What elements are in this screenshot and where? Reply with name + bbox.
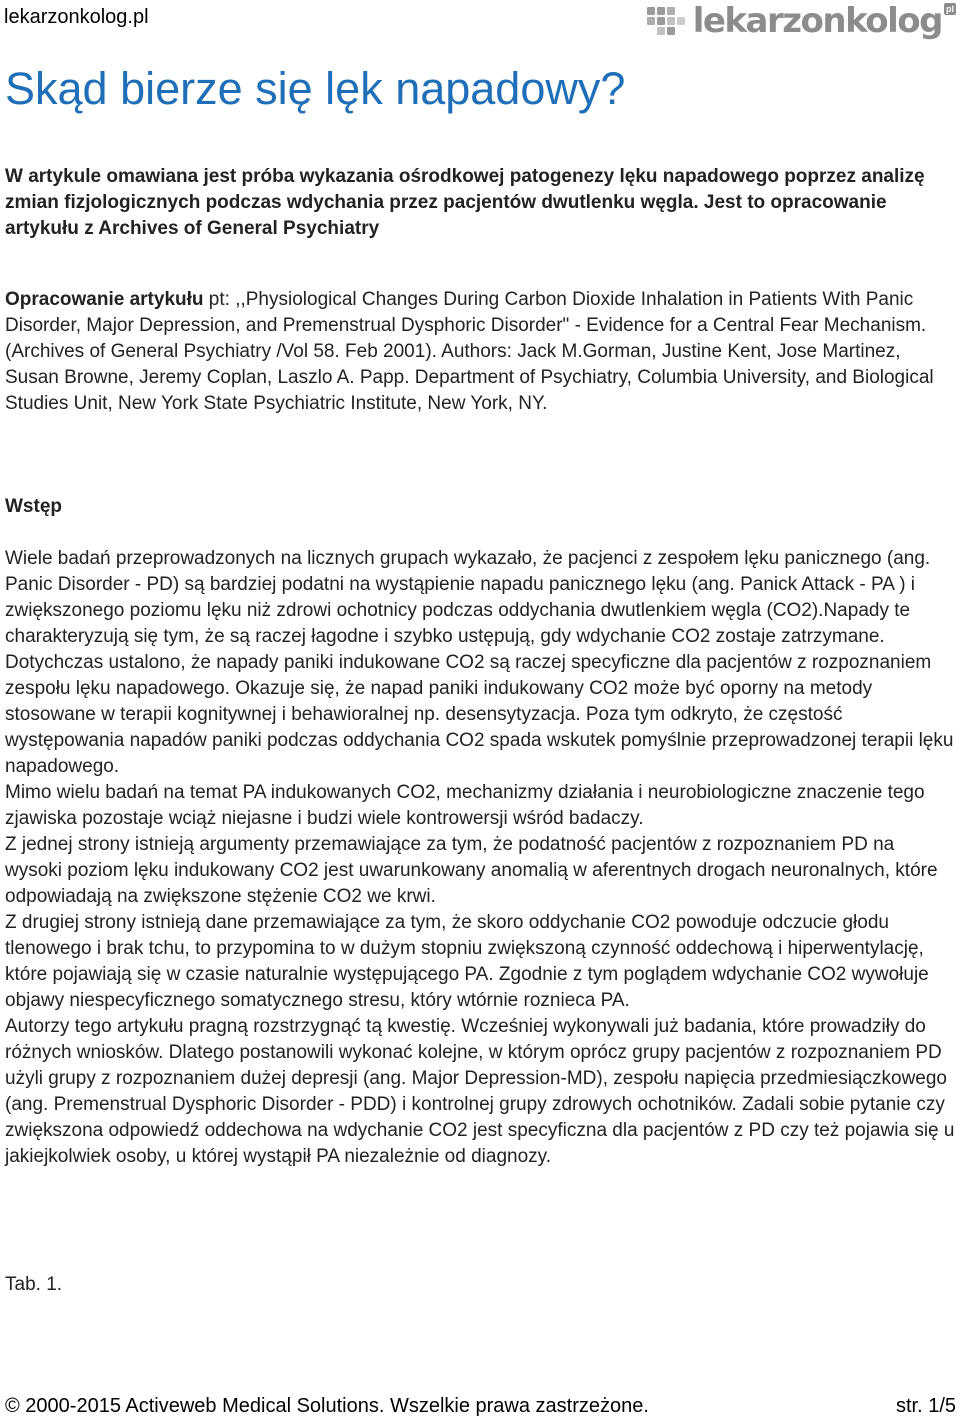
dot-grid-icon — [647, 5, 689, 37]
body-paragraph: Mimo wielu badań na temat PA indukowanych CO2, mechanizmy działania i neurobiologiczne znaczenie tego zjawiska pozostaje wciąż niejasne i budzi wiele kontrowersji wśród badaczy. — [5, 782, 925, 829]
logo-tld-badge: pl — [946, 4, 954, 14]
page-title: Skąd bierze się lęk napadowy? — [5, 63, 626, 114]
body-paragraph: Z jednej strony istnieją argumenty przemawiające za tym, że podatność pacjentów z rozpoznaniem PD na wysoki poziom lęku indukowany CO2 jest uwarunkowany anomalią w aferentnych drogach neuronalnych, które odpowiadają na zwiększone stężenie CO2 we krwi. — [5, 834, 938, 907]
section-heading: Wstęp — [5, 496, 62, 517]
source-label: Opracowanie artykułu — [5, 289, 204, 310]
article-body — [5, 546, 955, 1170]
body-paragraph: Wiele badań przeprowadzonych na licznych grupach wykazało, że pacjenci z zespołem lęku panicznego (ang. Panic Disorder - PD) są bardziej podatni na wystąpienie napadu panicznego lęku (ang. Panick Attack - PA ) i zwiększonego poziomu lęku niż zdrowi ochotnicy podczas oddychania dwutlenkiem węgla (CO2).Napady te charakteryzują się tym, że są raczej łagodne i szybko ustępują, gdy wdychanie CO2 zostaje zatrzymane. Dotychczas ustalono, że napady paniki indukowane CO2 są raczej specyficzne dla pacjentów z rozpoznaniem zespołu lęku napadowego. Okazuje się, że napad paniki indukowany CO2 może być oporny na metody stosowane w terapii kognitywnej i behawioralnej np. desensytyzacja. Poza tym odkryto, że częstość występowania napadów paniki podczas oddychania CO2 spada wskutek pomyślnie przeprowadzonej terapii lęku napadowego. — [5, 548, 954, 777]
copyright-text: © 2000-2015 Activeweb Medical Solutions. Wszelkie prawa zastrzeżone. — [5, 1395, 649, 1417]
page-number: str. 1/5 — [895, 1395, 956, 1417]
page-footer — [5, 1393, 956, 1419]
body-paragraph: Z drugiej strony istnieją dane przemawiające za tym, że skoro oddychanie CO2 powoduje odczucie głodu tlenowego i brak tchu, to przypomina to w dużym stopniu zwiększoną czynność oddechową i hiperwentylację, które pojawiają się w czasie naturalnie występującego PA. Zgodnie z tym poglądem wdychanie CO2 wywołuje objawy niespecyficznego somatycznego stresu, który wtórnie roznieca PA. — [5, 912, 929, 1011]
site-name: lekarzonkolog.pl — [4, 6, 149, 28]
article-source — [5, 287, 955, 417]
body-paragraph: Autorzy tego artykułu pragną rozstrzygnąć tą kwestię. Wcześniej wykonywali już badania, które prowadziły do różnych wniosków. Dlatego postanowili wykonać kolejne, w którym oprócz grupy pacjentów z rozpoznaniem PD użyli grupy z rozpoznaniem dużej depresji (ang. Major Depression-MD), zespołu napięcia przedmiesiączkowego (ang. Premenstrual Dysphoric Disorder - PDD) i kontrolnej grupy zdrowych ochotników. Zadali sobie pytanie czy zwiększona odpowiedź oddechowa na wdychanie CO2 jest specyficzna dla pacjentów z PD czy też pojawia się u jakiejkolwiek osoby, u której wystąpił PA niezależnie od diagnozy. — [5, 1016, 955, 1167]
logo-wordmark: lekarzonkolog — [692, 1, 942, 41]
source-text: pt: ,,Physiological Changes During Carbon Dioxide Inhalation in Patients With Panic Disorder, Major Depression, and Premenstrual Dysphoric Disorder" - Evidence for a Central Fear Mechanism. (Archives of General Psychiatry /Vol 58. Feb 2001). Authors: Jack M.Gorman, Justine Kent, Jose Martinez, Susan Browne, Jeremy Coplan, Laszlo A. Papp. Department of Psychiatry, Columbia University, and Biological Studies Unit, New York State Psychiatric Institute, New York, NY. — [5, 289, 934, 414]
table-label: Tab. 1. — [5, 1274, 63, 1295]
site-logo[interactable] — [647, 0, 956, 42]
article-lead: W artykule omawiana jest próba wykazania ośrodkowej patogenezy lęku napadowego poprzez analizę zmian fizjologicznych podczas wdychania przez pacjentów dwutlenku węgla. Jest to opracowanie artykułu z Archives of General Psychiatry — [5, 166, 925, 239]
